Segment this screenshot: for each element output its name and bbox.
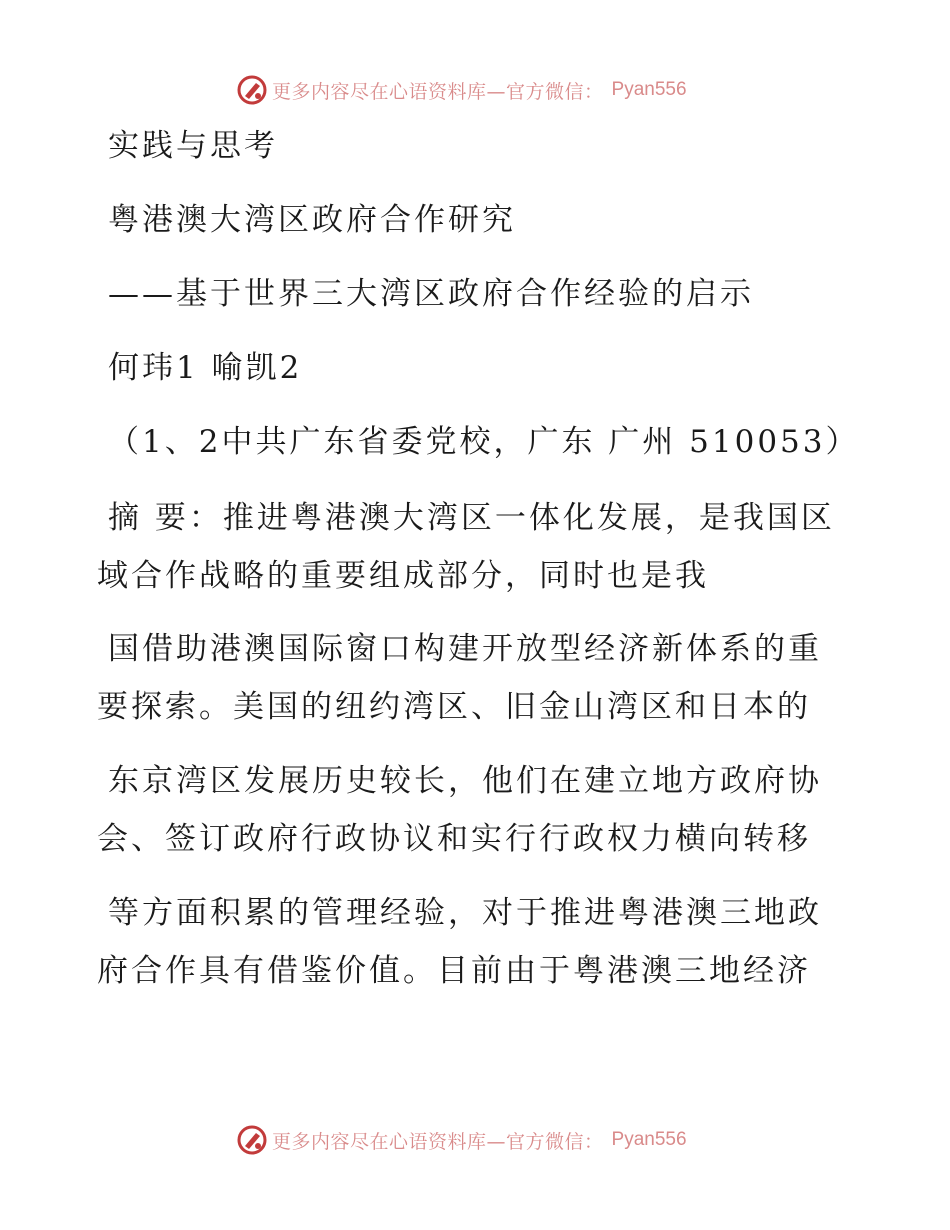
affiliation: （1、2中共广东省委党校，广东 广州 510053） xyxy=(108,424,860,460)
watermark-text: 更多内容尽在心语资料库—官方微信： xyxy=(272,1130,604,1153)
abstract-line: 域合作战略的重要组成部分，同时也是我 xyxy=(97,558,709,594)
section-label: 实践与思考 xyxy=(108,128,278,164)
abstract-line: 要探索。美国的纽约湾区、旧金山湾区和日本的 xyxy=(97,689,811,725)
watermark-wechat-id: Pyan556 xyxy=(611,79,687,100)
paper-title: 粤港澳大湾区政府合作研究 xyxy=(108,202,516,238)
abstract-line: 东京湾区发展历史较长，他们在建立地方政府协 xyxy=(108,763,822,799)
abstract-line: 摘 要：推进粤港澳大湾区一体化发展，是我国区 xyxy=(108,500,835,536)
authors: 何玮1 喻凯2 xyxy=(108,350,303,386)
watermark-wechat-id: Pyan556 xyxy=(611,1129,687,1150)
paper-subtitle: ——基于世界三大湾区政府合作经验的启示 xyxy=(108,276,754,312)
abstract-line: 府合作具有借鉴价值。目前由于粤港澳三地经济 xyxy=(97,953,811,989)
abstract-line: 等方面积累的管理经验，对于推进粤港澳三地政 xyxy=(108,895,822,931)
abstract-line: 会、签订政府行政协议和实行行政权力横向转移 xyxy=(97,821,811,857)
pen-seal-icon xyxy=(236,1124,268,1156)
watermark-header xyxy=(236,72,687,108)
pen-seal-icon xyxy=(236,74,268,106)
abstract-line: 国借助港澳国际窗口构建开放型经济新体系的重 xyxy=(108,631,822,667)
watermark-text: 更多内容尽在心语资料库—官方微信： xyxy=(272,80,604,103)
watermark-footer xyxy=(236,1122,687,1158)
